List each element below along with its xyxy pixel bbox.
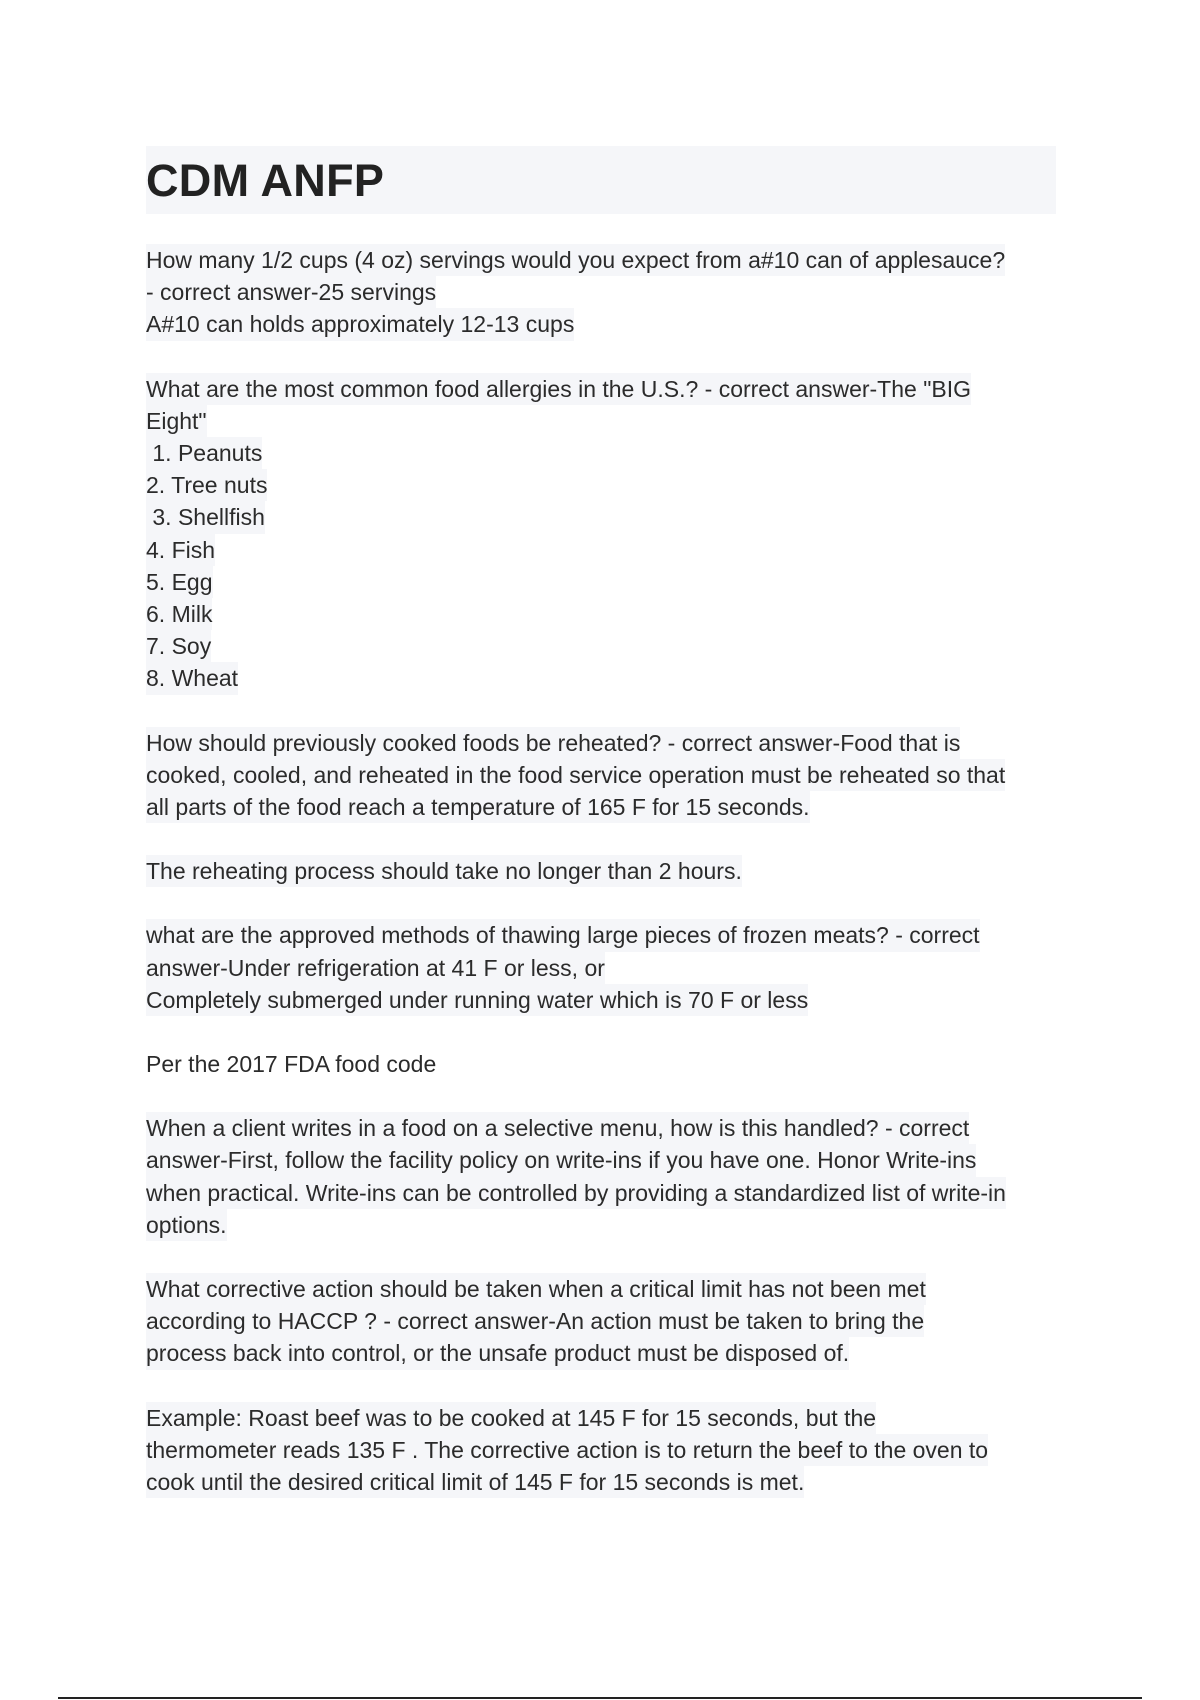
- list-item: 5. Egg: [146, 566, 213, 598]
- text-line: process back into control, or the unsafe product must be disposed of.: [146, 1337, 849, 1369]
- list-item: 2. Tree nuts: [146, 469, 267, 501]
- text-line: all parts of the food reach a temperature of 165 F for 15 seconds.: [146, 791, 810, 823]
- example-roast-beef: [146, 1402, 1066, 1499]
- text-line: How should previously cooked foods be reheated? - correct answer-Food that is: [146, 727, 960, 759]
- text-line: thermometer reads 135 F . The corrective action is to return the beef to the oven to: [146, 1434, 988, 1466]
- text-line: A#10 can holds approximately 12-13 cups: [146, 308, 574, 340]
- document-title: CDM ANFP: [146, 154, 385, 206]
- list-item: 3. Shellfish: [146, 501, 265, 533]
- text-line: The reheating process should take no longer than 2 hours.: [146, 855, 742, 887]
- text-line: Eight": [146, 405, 207, 437]
- list-item: 6. Milk: [146, 598, 212, 630]
- list-item: 1. Peanuts: [146, 437, 262, 469]
- note-reheating-time: [146, 855, 1066, 887]
- list-item: 4. Fish: [146, 534, 215, 566]
- text-line: answer-First, follow the facility policy on write-ins if you have one. Honor Write-ins: [146, 1144, 976, 1176]
- qa-block-reheating: [146, 727, 1066, 824]
- text-line: What are the most common food allergies in the U.S.? - correct answer-The "BIG: [146, 373, 971, 405]
- text-line: Completely submerged under running water which is 70 F or less: [146, 984, 808, 1016]
- list-item: 7. Soy: [146, 630, 211, 662]
- text-line: when practical. Write-ins can be controlled by providing a standardized list of write-in: [146, 1177, 1006, 1209]
- title-banner: [146, 146, 1056, 214]
- list-item: 8. Wheat: [146, 662, 238, 694]
- text-line: - correct answer-25 servings: [146, 276, 436, 308]
- document-body: [146, 244, 1066, 1530]
- text-line: When a client writes in a food on a selective menu, how is this handled? - correct: [146, 1112, 969, 1144]
- text-line: cooked, cooled, and reheated in the food service operation must be reheated so that: [146, 759, 1005, 791]
- qa-block-write-ins: [146, 1112, 1066, 1241]
- page-bottom-divider: [58, 1697, 1142, 1699]
- qa-block-allergies: [146, 373, 1066, 695]
- qa-block-applesauce: [146, 244, 1066, 341]
- text-line: options.: [146, 1209, 227, 1241]
- qa-block-haccp: [146, 1273, 1066, 1370]
- text-line: answer-Under refrigeration at 41 F or less, or: [146, 952, 605, 984]
- text-line: Per the 2017 FDA food code: [146, 1051, 437, 1078]
- text-line: How many 1/2 cups (4 oz) servings would you expect from a#10 can of applesauce?: [146, 244, 1005, 276]
- text-line: What corrective action should be taken when a critical limit has not been met: [146, 1273, 926, 1305]
- qa-block-thawing: [146, 919, 1066, 1016]
- text-line: Example: Roast beef was to be cooked at 145 F for 15 seconds, but the: [146, 1402, 876, 1434]
- text-line: according to HACCP ? - correct answer-An action must be taken to bring the: [146, 1305, 924, 1337]
- text-line: what are the approved methods of thawing large pieces of frozen meats? - correct: [146, 919, 980, 951]
- note-fda-code: [146, 1048, 1066, 1080]
- text-line: cook until the desired critical limit of 145 F for 15 seconds is met.: [146, 1466, 804, 1498]
